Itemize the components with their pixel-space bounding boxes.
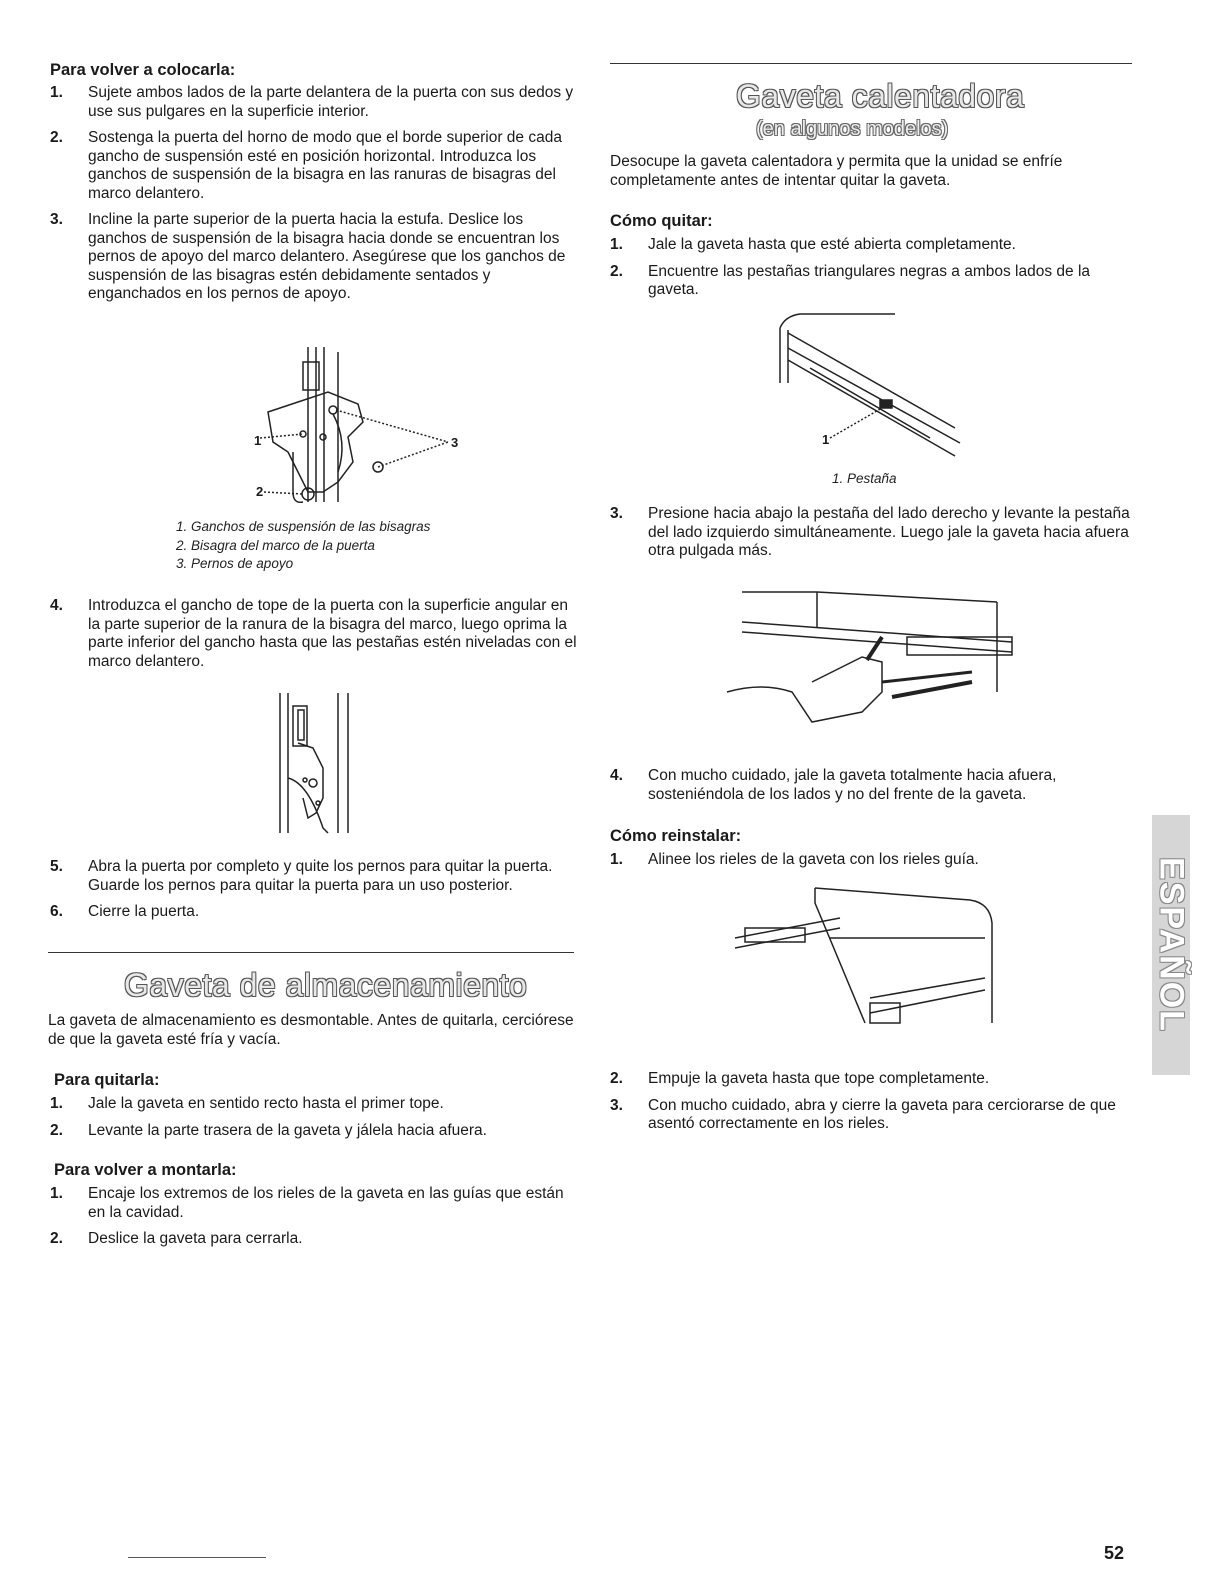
drawer-rails-figure	[730, 878, 1010, 1038]
list-item: 4. Introduzca el gancho de tope de la puerta con la superficie angular en la parte superior de la ranura de la bisagra del marco, luego oprima la parte inferior del gancho hasta que las pestañas estén niveladas con el marco delantero.	[50, 597, 577, 670]
language-tab-label: ESPAÑOL	[1152, 857, 1191, 1033]
hinge-callout-1: 1	[254, 433, 262, 448]
storage-drawer-intro: La gaveta de almacenamiento es desmontable. Antes de quitarla, cerciórese de que la gaveta esté fría y vacía.	[48, 1012, 574, 1048]
warming-reinstall-heading: Cómo reinstalar:	[610, 827, 742, 845]
list-item: 2. Encuentre las pestañas triangulares negras a ambos lados de la gaveta.	[610, 262, 1091, 298]
language-side-tab	[1152, 815, 1190, 1075]
list-item: 1. Jale la gaveta hasta que esté abierta completamente.	[610, 236, 1016, 253]
section-divider	[48, 952, 574, 953]
list-item: 1. Alinee los rieles de la gaveta con los rieles guía.	[610, 851, 979, 868]
list-item: 1. Jale la gaveta en sentido recto hasta el primer tope.	[50, 1095, 444, 1112]
warming-reinstall-step-1	[610, 851, 1132, 878]
list-item: 1. Sujete ambos lados de la parte delantera de la puerta con sus dedos y use sus pulgares en la superficie interior.	[50, 84, 574, 120]
warming-reinstall-steps	[610, 1070, 1132, 1142]
list-item: 2. Sostenga la puerta del horno de modo que el borde superior de cada gancho de suspensión esté en posición horizontal. Introduzca los ganchos de suspensión de la bisagra en las ranuras de bisagras del marco delantero.	[50, 129, 562, 202]
list-item: 4. Con mucho cuidado, jale la gaveta totalmente hacia afuera, sosteniéndola de los lados y no del frente de la gaveta.	[610, 767, 1057, 803]
step-4-list	[50, 597, 580, 679]
warming-drawer-intro: Desocupe la gaveta calentadora y permita que la unidad se enfríe completamente antes de intentar quitar la gaveta.	[610, 153, 1063, 189]
page-number: 52	[1104, 1543, 1125, 1563]
warming-remove-heading: Cómo quitar:	[610, 212, 713, 230]
replace-door-heading: Para volver a colocarla:	[50, 61, 236, 79]
storage-mount-heading: Para volver a montarla:	[54, 1161, 237, 1179]
warming-remove-steps	[610, 236, 1132, 308]
drawer-tab-figure	[770, 308, 970, 468]
figure-caption: 2. Bisagra del marco de la puerta	[176, 537, 375, 553]
warming-step-4	[610, 767, 1132, 812]
storage-remove-steps	[50, 1095, 580, 1148]
list-item: 1. Encaje los extremos de los rieles de la gaveta en las guías que están en la cavidad.	[50, 1185, 564, 1221]
door-stop-hook-figure	[268, 688, 408, 838]
list-item: 3. Incline la parte superior de la puerta hacia la estufa. Deslice los ganchos de suspensión de la bisagra hacia donde se encuentran los pernos de apoyo del marco delantero. Asegúrese que los ganchos de suspensión de las bisagras estén debidamente sentados y enganchados en los pernos de apoyo.	[50, 211, 566, 302]
replace-door-steps	[50, 84, 580, 304]
storage-drawer-title: Gaveta de almacenamiento	[124, 967, 528, 1003]
replace-door-section	[50, 60, 580, 312]
figure-caption: 3. Pernos de apoyo	[176, 556, 294, 571]
list-item: 2. Empuje la gaveta hasta que tope completamente.	[610, 1070, 990, 1087]
list-item: 5. Abra la puerta por completo y quite los pernos para quitar la puerta. Guarde los pernos para quitar la puerta para un uso posterior.	[50, 858, 553, 894]
storage-remove-heading: Para quitarla:	[54, 1071, 160, 1089]
list-item: 6. Cierre la puerta.	[50, 903, 200, 920]
hinge-callout-2: 2	[256, 484, 264, 499]
list-item: 3. Presione hacia abajo la pestaña del lado derecho y levante la pestaña del lado izquierdo simultáneamente. Luego jale la gaveta hacia afuera otra pulgada más.	[610, 505, 1130, 559]
press-tab-figure	[722, 582, 1022, 732]
final-door-steps	[50, 858, 580, 930]
top-divider	[610, 63, 1132, 64]
figure-caption: 1. Ganchos de suspensión de las bisagras	[176, 519, 431, 534]
hinge-callout-3: 3	[451, 435, 459, 450]
storage-mount-steps	[50, 1185, 580, 1257]
warming-drawer-subtitle: (en algunos modelos)	[756, 118, 949, 140]
hinge-figure-captions	[176, 518, 496, 574]
tab-figure-caption: 1. Pestaña	[832, 471, 897, 486]
list-item: 2. Levante la parte trasera de la gaveta y jálela hacia afuera.	[50, 1121, 487, 1139]
tab-callout-1: 1	[822, 432, 830, 447]
warming-drawer-title: Gaveta calentadora	[736, 78, 1025, 114]
hinge-hooks-figure	[198, 342, 458, 510]
warming-step-3	[610, 505, 1132, 569]
footer-underline	[128, 1557, 266, 1558]
list-item: 3. Con mucho cuidado, abra y cierre la gaveta para cerciorarse de que asentó correctamente en los rieles.	[610, 1096, 1116, 1132]
list-item: 2. Deslice la gaveta para cerrarla.	[50, 1230, 303, 1247]
